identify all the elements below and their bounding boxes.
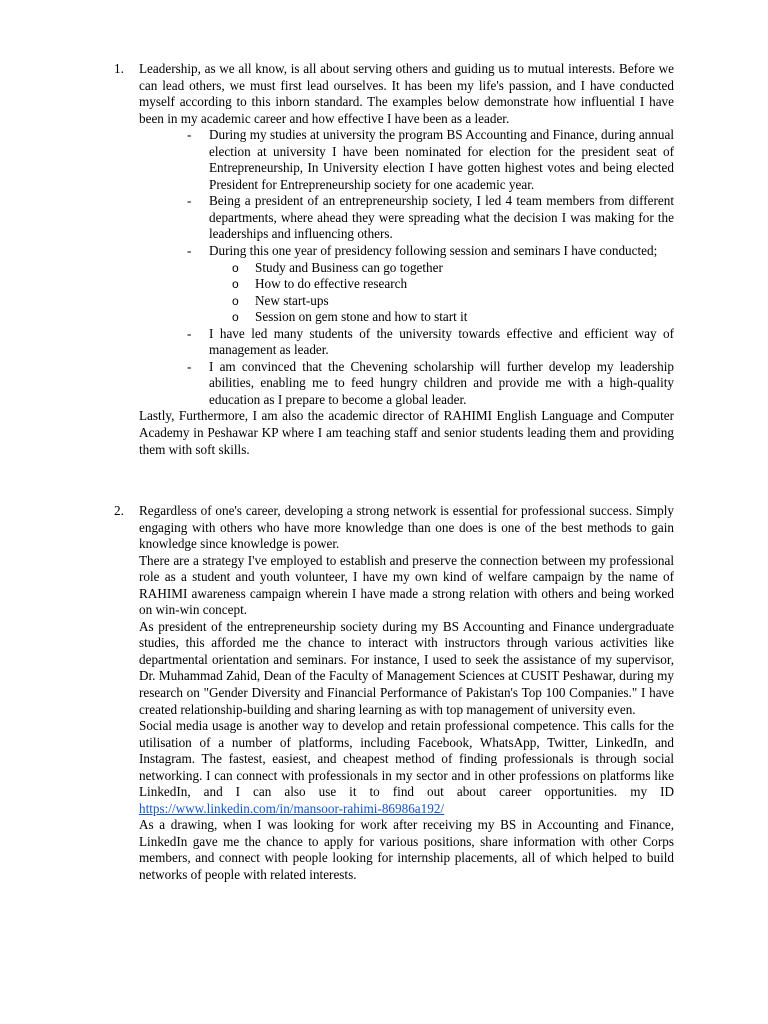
item-number: 2. [114,503,124,518]
bullet-text: During this one year of presidency following session and seminars I have conducted; [209,243,658,259]
dash-marker: - [187,325,192,341]
networking-paragraph: There are a strategy I've employed to establish and preserve the connection between my professional role as a student and youth volunteer, I have my own kind of welfare campaign by the name of RAHIMI awareness campaign wherein I have made a strong relation with others and being worked on win-win concept. [139,552,674,618]
item-number: 1. [114,61,124,76]
dash-marker: - [187,193,192,209]
bullet-item [187,193,674,243]
sub-bullet-text: Session on gem stone and how to start it [255,309,468,325]
circle-marker: o [232,277,239,292]
bullet-text: I have led many students of the university towards effective and efficient way of management as leader. [209,325,674,358]
bullet-item [187,127,674,193]
list-item-networking [114,503,674,884]
list-item-leadership [114,61,674,458]
circle-marker: o [232,293,239,308]
sub-bullet-item [232,309,674,326]
dash-marker: - [187,243,192,259]
bullet-text: Being a president of an entrepreneurship society, I led 4 team members from different departments, where ahead they were spreading what the decision I was making for the leaderships and influencing others. [209,193,674,242]
networking-paragraph: As president of the entrepreneurship society during my BS Accounting and Finance undergraduate studies, this afforded me the chance to interact with instructors through various activities like departmental orientation and seminars. For instance, I used to seek the assistance of my supervisor, Dr. Muhammad Zahid, Dean of the Faculty of Management Sciences at CUSIT Peshawar, during my research on "Gender Diversity and Financial Performance of Pakistan's Top 100 Companies." I have created relationship-building and sharing learning as with top management of university even. [139,618,674,717]
bullet-item [187,358,674,409]
sub-bullet-item [232,292,674,310]
dash-marker: - [187,358,192,374]
seminar-list [232,259,674,326]
sub-bullet-text: New start-ups [255,292,329,308]
leadership-bullets [187,127,674,408]
dash-marker: - [187,127,192,143]
circle-marker: o [232,310,239,325]
networking-paragraph: As a drawing, when I was looking for work after receiving my BS in Accounting and Finance, LinkedIn gave me the chance to apply for various positions, share information with other Corps members, and connect with people looking for internship placements, all of which helped to build networks of people with related interests. [139,817,674,883]
bullet-item [187,325,674,359]
sub-bullet-item [232,276,674,293]
linkedin-link[interactable]: https://www.linkedin.com/in/mansoor-rahimi-86986a192/ [139,800,445,816]
leadership-intro: Leadership, as we all know, is all about serving others and guiding us to mutual interests. Before we can lead others, we must first lead ourselves. It has been my life's passion, and I have conducted myself according to this inborn standard. The examples below demonstrate how influential I have been in my academic career and how effective I have been as a leader. [139,61,674,126]
bullet-text: During my studies at university the program BS Accounting and Finance, during annual election at university I have been nominated for election for the president seat of Entrepreneurship, In University election I have gotten highest votes and being elected President for Entrepreneurship society for one academic year. [209,127,674,192]
social-media-paragraph [139,718,674,817]
sub-bullet-item [232,259,674,277]
social-media-text: Social media usage is another way to develop and retain professional competence. This calls for the utilisation of a number of platforms, including Facebook, WhatsApp, Twitter, LinkedIn, and Instagram. The fastest, easiest, and cheapest method of finding professionals is through social networking. I can connect with professionals in my sector and in other professions on platforms like LinkedIn, and I can also use it to find out about career opportunities. my ID [139,718,674,800]
bullet-item [187,243,674,326]
networking-paragraph: Regardless of one's career, developing a strong network is essential for professional success. Simply engaging with others who have more knowledge than one does is one of the best methods to gain knowledge since knowledge is power. [139,503,674,552]
circle-marker: o [232,260,239,275]
bullet-text: I am convinced that the Chevening scholarship will further develop my leadership abilities, enabling me to feed hungry children and provide me with a high-quality education as I prepare to become a global leader. [209,358,674,407]
sub-bullet-text: Study and Business can go together [255,259,443,275]
sub-bullet-text: How to do effective research [255,276,408,292]
leadership-closing: Lastly, Furthermore, I am also the academic director of RAHIMI English Language and Computer Academy in Peshawar KP where I am teaching staff and senior students leading them and providing them with soft skills. [139,408,674,457]
